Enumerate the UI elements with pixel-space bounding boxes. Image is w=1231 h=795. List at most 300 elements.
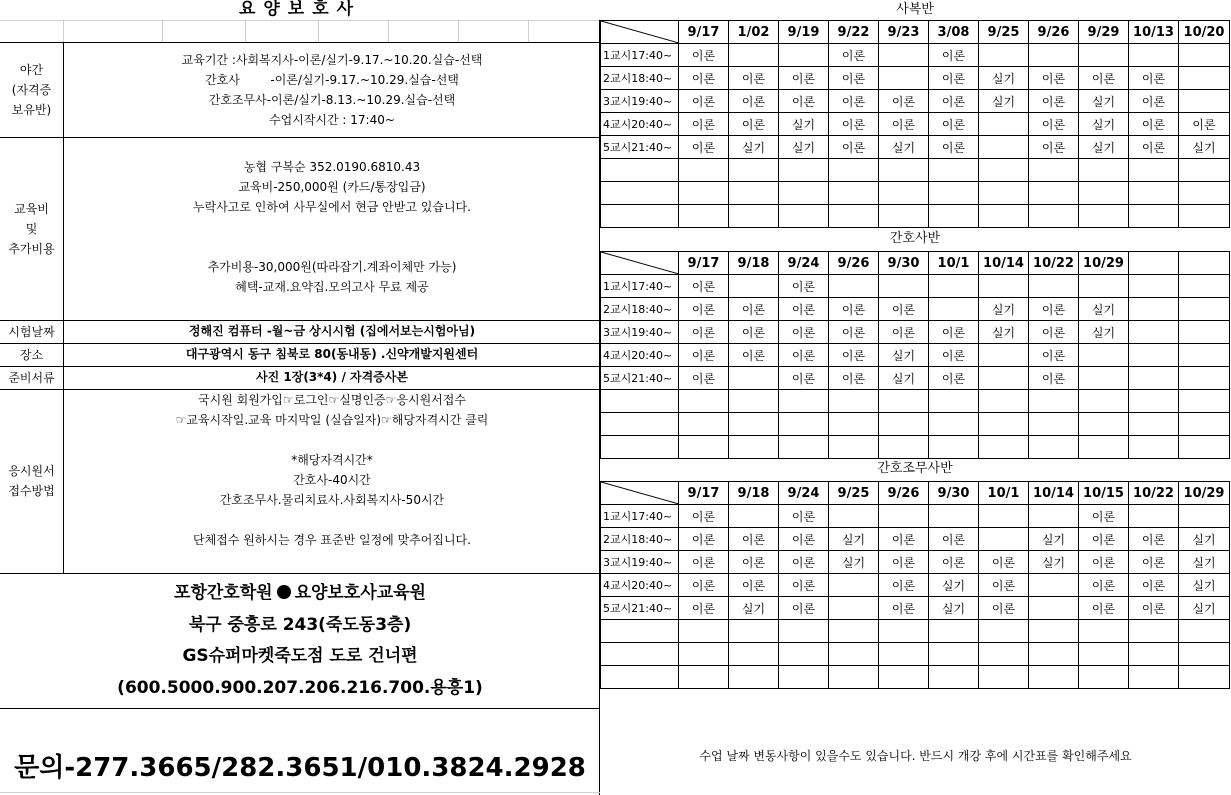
period-label: 3교시19:40~	[601, 551, 679, 574]
schedule-cell	[1079, 413, 1129, 436]
schedule-cell: 이론	[879, 597, 929, 620]
schedule-cell	[1079, 275, 1129, 298]
date-header-cell: 10/1	[929, 252, 979, 275]
date-header-cell: 9/24	[779, 482, 829, 505]
schedule-cell: 이론	[1079, 597, 1129, 620]
schedule-cell: 이론	[1029, 67, 1079, 90]
hours-others: 간호조무사.물리치료사.사회복지사-50시간	[219, 493, 445, 507]
period-row	[601, 436, 1230, 459]
school-address: 북구 중흥로 243(죽도동3층)	[188, 615, 412, 635]
period-row	[601, 620, 1230, 643]
schedule-cell	[729, 413, 779, 436]
schedule-cell	[879, 436, 929, 459]
schedule-cell	[1079, 666, 1129, 689]
schedule-cell	[929, 620, 979, 643]
schedule-cell	[779, 436, 829, 459]
schedule-cell	[979, 528, 1029, 551]
schedule-cell: 이론	[779, 574, 829, 597]
schedule-cell: 이론	[729, 344, 779, 367]
schedule-cell: 실기	[1179, 528, 1230, 551]
schedule-cell: 실기	[929, 597, 979, 620]
schedule-cell	[879, 44, 929, 67]
date-header-cell: 10/29	[1179, 482, 1230, 505]
schedule-cell	[979, 182, 1029, 205]
hours-nurse: 간호사-40시간	[293, 473, 371, 487]
schedule-cell: 이론	[679, 367, 729, 390]
schedule-cell	[1129, 666, 1179, 689]
schedule-cell	[1029, 574, 1079, 597]
corner-cell	[601, 21, 679, 44]
schedule-cell: 이론	[1129, 136, 1179, 159]
schedule-cell	[879, 275, 929, 298]
date-header-cell: 10/29	[1079, 252, 1129, 275]
schedule-cell	[1179, 205, 1230, 228]
night-course-info	[64, 50, 600, 130]
docs-category-label: 준비서류	[8, 370, 55, 385]
date-header-cell: 9/26	[1029, 21, 1079, 44]
schedule-cell: 이론	[779, 275, 829, 298]
schedule-cell	[929, 413, 979, 436]
schedule-cell	[729, 205, 779, 228]
schedule-cell	[679, 182, 729, 205]
schedule-cell: 이론	[729, 90, 779, 113]
date-header-cell: 9/25	[829, 482, 879, 505]
date-header-row	[601, 21, 1230, 44]
period-row	[601, 390, 1230, 413]
schedule-cell	[1179, 275, 1230, 298]
schedule-cell	[829, 666, 879, 689]
section-title-nurse: 간호사반	[889, 231, 941, 246]
schedule-cell: 실기	[929, 574, 979, 597]
schedule-cell: 실기	[879, 136, 929, 159]
schedule-cell	[679, 159, 729, 182]
schedule-cell: 실기	[979, 90, 1029, 113]
schedule-cell	[729, 44, 779, 67]
schedule-cell: 이론	[1029, 136, 1079, 159]
schedule-cell	[1079, 367, 1129, 390]
date-header-cell	[1129, 252, 1179, 275]
schedule-cell: 실기	[979, 67, 1029, 90]
schedule-cell: 이론	[729, 551, 779, 574]
period-row	[601, 666, 1230, 689]
schedule-cell	[779, 413, 829, 436]
schedule-cell: 이론	[879, 90, 929, 113]
period-label	[601, 666, 679, 689]
schedule-cell	[829, 390, 879, 413]
period-row	[601, 344, 1230, 367]
period-row	[601, 67, 1230, 90]
schedule-cell	[979, 620, 1029, 643]
grid-line	[245, 20, 246, 42]
date-header-cell: 9/19	[779, 21, 829, 44]
schedule-cell: 실기	[1079, 321, 1129, 344]
fee-category-label: 교육비 및 추가비용	[8, 201, 55, 256]
schedule-cell	[929, 505, 979, 528]
cash-notice: 누락사고로 인하여 사무실에서 현금 안받고 있습니다.	[193, 200, 471, 214]
grid-line	[318, 20, 319, 42]
schedule-cell	[929, 390, 979, 413]
schedule-cell	[1179, 298, 1230, 321]
schedule-cell: 이론	[679, 551, 729, 574]
group-apply-note: 단체접수 원하시는 경우 표준반 일정에 맞추어집니다.	[193, 533, 471, 547]
grid-line	[63, 20, 64, 42]
schedule-cell: 이론	[779, 505, 829, 528]
schedule-cell	[1179, 321, 1230, 344]
schedule-cell	[729, 436, 779, 459]
schedule-cell: 이론	[1129, 528, 1179, 551]
date-header-cell: 10/20	[1179, 21, 1230, 44]
schedule-cell	[729, 182, 779, 205]
schedule-cell	[929, 436, 979, 459]
corner-cell	[601, 482, 679, 505]
period-row	[601, 90, 1230, 113]
period-row	[601, 205, 1230, 228]
school-name: 포항간호학원 요양보호사교육원	[174, 583, 426, 603]
schedule-cell: 이론	[979, 574, 1029, 597]
schedule-cell	[1179, 666, 1230, 689]
schedule-cell: 이론	[1079, 574, 1129, 597]
schedule-cell	[1129, 275, 1179, 298]
diagonal-line	[601, 21, 679, 43]
period-label	[601, 390, 679, 413]
schedule-cell	[879, 643, 929, 666]
period-label: 4교시20:40~	[601, 113, 679, 136]
schedule-cell	[829, 159, 879, 182]
schedule-cell: 이론	[829, 136, 879, 159]
schedule-cell: 이론	[679, 44, 729, 67]
schedule-cell: 이론	[1029, 321, 1079, 344]
schedule-cell	[729, 643, 779, 666]
schedule-cell	[929, 298, 979, 321]
schedule-cell	[879, 205, 929, 228]
row-border	[0, 42, 600, 43]
schedule-cell	[779, 643, 829, 666]
schedule-cell: 이론	[1029, 90, 1079, 113]
place-info: 대구광역시 동구 침북로 80(동내동) .신약개발지원센터	[185, 347, 479, 361]
schedule-cell: 실기	[879, 344, 929, 367]
schedule-cell: 실기	[979, 298, 1029, 321]
schedule-cell: 이론	[679, 344, 729, 367]
schedule-cell: 이론	[929, 44, 979, 67]
schedule-cell	[1079, 205, 1129, 228]
schedule-cell: 이론	[1129, 90, 1179, 113]
schedule-cell	[979, 205, 1029, 228]
period-label: 1교시17:40~	[601, 505, 679, 528]
page-title: 요양보호사	[238, 0, 362, 19]
schedule-cell	[1129, 643, 1179, 666]
schedule-cell	[1179, 159, 1230, 182]
schedule-cell: 이론	[829, 67, 879, 90]
period-row	[601, 505, 1230, 528]
schedule-cell	[829, 205, 879, 228]
schedule-cell: 이론	[829, 321, 879, 344]
schedule-cell: 실기	[829, 551, 879, 574]
schedule-cell: 이론	[879, 298, 929, 321]
schedule-cell	[1079, 620, 1129, 643]
schedule-cell	[979, 136, 1029, 159]
schedule-cell	[729, 367, 779, 390]
date-header-cell: 3/08	[929, 21, 979, 44]
school-landmark: GS슈퍼마켓죽도점 도로 건너편	[182, 646, 418, 666]
schedule-cell	[1129, 205, 1179, 228]
period-label: 1교시17:40~	[601, 275, 679, 298]
schedule-cell: 이론	[1079, 551, 1129, 574]
date-header-cell: 10/22	[1129, 482, 1179, 505]
apply-step-1: 국시원 회원가입☞로그인☞실명인증☞응시원서접수	[198, 393, 466, 407]
schedule-cell	[1129, 182, 1179, 205]
period-row	[601, 321, 1230, 344]
schedule-cell	[1079, 44, 1129, 67]
apply-step-2: ☞교육시작일.교육 마지막일 (실습일자)☞해당자격시간 클릭	[175, 413, 489, 427]
schedule-cell: 이론	[1129, 574, 1179, 597]
schedule-cell: 이론	[1029, 344, 1079, 367]
schedule-cell	[1129, 390, 1179, 413]
schedule-cell: 이론	[779, 551, 829, 574]
schedule-cell	[979, 44, 1029, 67]
date-header-cell: 10/1	[979, 482, 1029, 505]
schedule-cell	[1179, 344, 1230, 367]
schedule-cell: 이론	[779, 597, 829, 620]
period-label: 5교시21:40~	[601, 367, 679, 390]
period-label: 5교시21:40~	[601, 136, 679, 159]
schedule-cell	[779, 390, 829, 413]
schedule-cell: 실기	[1179, 574, 1230, 597]
schedule-table-social-worker	[600, 20, 1230, 228]
schedule-cell: 실기	[1179, 597, 1230, 620]
schedule-cell	[1029, 413, 1079, 436]
schedule-cell: 실기	[1079, 136, 1129, 159]
schedule-cell	[1079, 182, 1129, 205]
period-row	[601, 113, 1230, 136]
schedule-cell: 실기	[1079, 113, 1129, 136]
schedule-cell: 이론	[679, 90, 729, 113]
schedule-cell	[779, 182, 829, 205]
period-label: 4교시20:40~	[601, 344, 679, 367]
schedule-cell: 실기	[779, 136, 829, 159]
benefits: 혜택-교재.요약집.모의고사 무료 제공	[235, 280, 429, 294]
schedule-cell: 이론	[729, 298, 779, 321]
schedule-cell	[929, 666, 979, 689]
period-row	[601, 159, 1230, 182]
schedule-cell	[929, 275, 979, 298]
schedule-cell: 이론	[979, 551, 1029, 574]
schedule-cell	[1179, 67, 1230, 90]
schedule-cell	[1179, 505, 1230, 528]
schedule-cell: 이론	[779, 528, 829, 551]
period-row	[601, 413, 1230, 436]
schedule-cell	[979, 275, 1029, 298]
schedule-cell	[1129, 321, 1179, 344]
schedule-cell	[1079, 436, 1129, 459]
period-row	[601, 298, 1230, 321]
schedule-cell: 이론	[929, 344, 979, 367]
schedule-cell	[1029, 159, 1079, 182]
period-row	[601, 275, 1230, 298]
schedule-cell	[1029, 205, 1079, 228]
schedule-cell: 이론	[779, 321, 829, 344]
schedule-cell: 실기	[879, 367, 929, 390]
period-row	[601, 643, 1230, 666]
schedule-cell: 이론	[1079, 67, 1129, 90]
row-border	[0, 573, 600, 574]
date-header-cell: 10/14	[1029, 482, 1079, 505]
schedule-cell: 이론	[679, 67, 729, 90]
schedule-cell	[779, 159, 829, 182]
date-header-cell: 9/17	[679, 21, 729, 44]
extra-fee: 추가비용-30,000원(따라잡기.계좌이체만 가능)	[207, 260, 457, 274]
schedule-cell: 이론	[679, 113, 729, 136]
grid-line	[528, 20, 529, 42]
schedule-cell: 이론	[929, 113, 979, 136]
schedule-cell	[829, 275, 879, 298]
schedule-cell	[1129, 159, 1179, 182]
date-header-cell: 9/17	[679, 252, 729, 275]
schedule-cell	[979, 344, 1029, 367]
schedule-cell: 이론	[729, 321, 779, 344]
date-header-cell: 9/18	[729, 482, 779, 505]
schedule-cell: 이론	[929, 528, 979, 551]
period-nurse: 간호사 -이론/실기-9.17.~10.29.실습-선택	[205, 73, 459, 87]
schedule-cell	[729, 505, 779, 528]
period-label	[601, 436, 679, 459]
schedule-cell	[979, 505, 1029, 528]
schedule-cell	[829, 574, 879, 597]
place-category-label: 장소	[19, 347, 44, 362]
date-header-cell: 10/15	[1079, 482, 1129, 505]
schedule-cell	[729, 275, 779, 298]
date-header-cell: 10/14	[979, 252, 1029, 275]
schedule-cell: 이론	[879, 113, 929, 136]
period-nursing-assistant: 간호조무사-이론/실기-8.13.~10.29.실습-선택	[208, 93, 456, 107]
exam-category-label: 시험날짜	[8, 324, 55, 339]
date-header-row	[601, 252, 1230, 275]
schedule-cell	[779, 44, 829, 67]
night-category-label: 야간 (자격증 보유반)	[11, 62, 52, 117]
schedule-cell	[729, 666, 779, 689]
date-header-cell	[1179, 252, 1230, 275]
date-header-cell: 10/22	[1029, 252, 1079, 275]
period-social-worker: 교육기간 :사회복지사-이론/실기-9.17.~10.20.실습-선택	[181, 53, 483, 67]
schedule-cell	[1029, 597, 1079, 620]
schedule-cell	[1029, 44, 1079, 67]
schedule-cell	[879, 505, 929, 528]
schedule-cell: 이론	[979, 597, 1029, 620]
schedule-cell	[979, 413, 1029, 436]
schedule-cell	[779, 205, 829, 228]
date-header-row	[601, 482, 1230, 505]
schedule-cell: 이론	[779, 67, 829, 90]
schedule-cell	[729, 159, 779, 182]
schedule-cell: 이론	[879, 551, 929, 574]
schedule-cell	[829, 413, 879, 436]
schedule-cell	[979, 390, 1029, 413]
period-label: 5교시21:40~	[601, 597, 679, 620]
schedule-cell: 이론	[1079, 505, 1129, 528]
schedule-cell	[1129, 344, 1179, 367]
schedule-cell	[1129, 44, 1179, 67]
period-label: 1교시17:40~	[601, 44, 679, 67]
schedule-cell	[1129, 620, 1179, 643]
schedule-cell: 이론	[679, 298, 729, 321]
schedule-cell: 이론	[879, 574, 929, 597]
schedule-cell	[879, 666, 929, 689]
schedule-cell: 이론	[1079, 528, 1129, 551]
schedule-cell: 실기	[1179, 136, 1230, 159]
schedule-cell: 이론	[929, 367, 979, 390]
period-row	[601, 597, 1230, 620]
schedule-cell: 이론	[679, 597, 729, 620]
schedule-cell: 이론	[829, 44, 879, 67]
schedule-cell	[1079, 390, 1129, 413]
schedule-cell: 실기	[1079, 298, 1129, 321]
schedule-cell	[679, 390, 729, 413]
schedule-cell	[679, 413, 729, 436]
period-label: 2교시18:40~	[601, 528, 679, 551]
schedule-cell: 실기	[1029, 551, 1079, 574]
section-title-nursing-assistant: 간호조무사반	[877, 461, 953, 476]
schedule-cell: 이론	[829, 298, 879, 321]
schedule-cell: 이론	[779, 367, 829, 390]
period-row	[601, 551, 1230, 574]
schedule-cell	[1029, 666, 1079, 689]
schedule-cell	[929, 159, 979, 182]
schedule-cell: 이론	[679, 321, 729, 344]
schedule-cell: 이론	[829, 113, 879, 136]
schedule-cell	[829, 505, 879, 528]
info-panel	[0, 0, 600, 795]
schedule-cell	[679, 620, 729, 643]
schedule-cell	[1079, 344, 1129, 367]
schedule-cell: 이론	[729, 528, 779, 551]
schedule-cell: 실기	[979, 321, 1029, 344]
required-hours-title: *해당자격시간*	[291, 453, 373, 467]
period-label: 2교시18:40~	[601, 298, 679, 321]
schedule-cell	[1179, 643, 1230, 666]
schedule-cell	[1179, 367, 1230, 390]
schedule-cell	[829, 182, 879, 205]
schedule-cell	[1129, 367, 1179, 390]
schedule-cell	[1079, 643, 1129, 666]
schedule-cell: 이론	[879, 321, 929, 344]
grid-line	[388, 20, 389, 42]
section-title-social-worker: 사복반	[896, 2, 934, 17]
schedule-cell	[1029, 620, 1079, 643]
schedule-cell	[1079, 159, 1129, 182]
schedule-cell	[1129, 413, 1179, 436]
schedule-cell: 이론	[779, 298, 829, 321]
schedule-table-nursing-assistant	[600, 481, 1230, 689]
period-label	[601, 643, 679, 666]
period-label: 2교시18:40~	[601, 67, 679, 90]
schedule-cell	[879, 67, 929, 90]
schedule-cell	[979, 643, 1029, 666]
schedule-cell: 이론	[1029, 298, 1079, 321]
schedule-cell	[679, 205, 729, 228]
schedule-cell: 이론	[779, 344, 829, 367]
schedule-cell	[1179, 620, 1230, 643]
schedule-cell: 이론	[929, 321, 979, 344]
schedule-cell	[879, 390, 929, 413]
apply-category-label: 응시원서 접수방법	[8, 464, 55, 498]
schedule-cell	[929, 205, 979, 228]
schedule-cell: 이론	[779, 90, 829, 113]
schedule-cell	[679, 643, 729, 666]
schedule-cell	[979, 436, 1029, 459]
schedule-cell	[1179, 182, 1230, 205]
schedule-cell	[779, 620, 829, 643]
schedule-cell: 이론	[1129, 551, 1179, 574]
schedule-cell: 실기	[729, 136, 779, 159]
